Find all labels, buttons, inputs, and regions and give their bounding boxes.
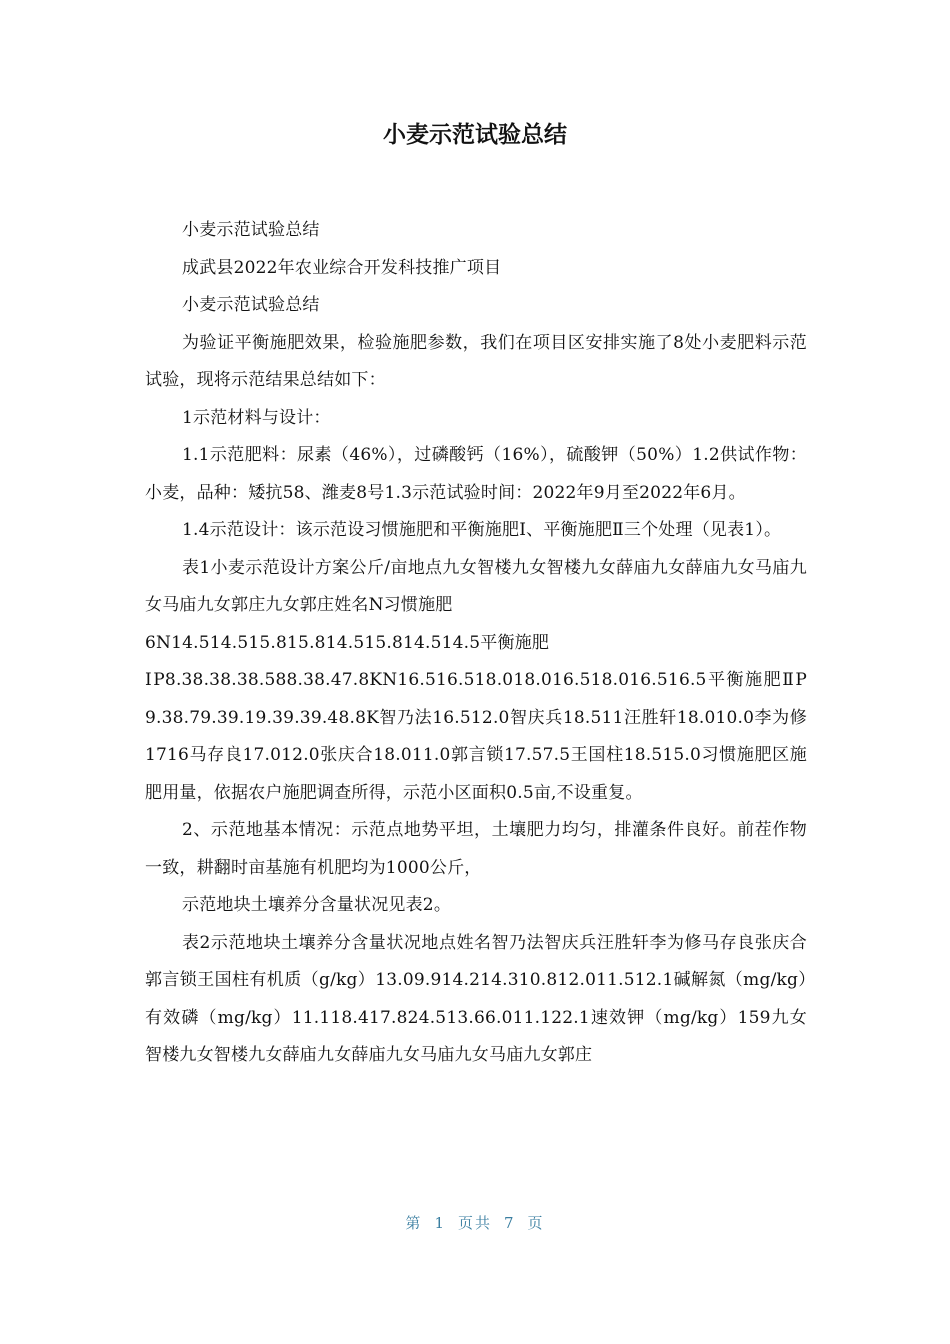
paragraph: 表2示范地块土壤养分含量状况地点姓名智乃法智庆兵汪胜轩李为修马存良张庆合郭言锁王国柱有机质（g/kg）13.09.914.214.310.812.011.512.1碱解氮（mg/kg）有效磷（mg/kg）11.118.417.824.513.66.011.122.1速效钾（mg/kg）159九女智楼九女智楼九女薛庙九女薛庙九女马庙九女马庙九女郭庄 [145,932,807,1065]
paragraph: ⅠP8.38.38.38.588.38.47.8KN16.516.518.018.016.518.016.516.5平衡施肥ⅡP9.38.79.39.19.39.39.48.8K智乃法16.512.0智庆兵18.511汪胜轩18.010.0李为修1716马存良17.012.0张庆合18.011.0郭言锁17.57.5王国柱18.515.0习惯施肥区施肥用量，依据农户施肥调查所得，示范小区面积0.5亩,不设重复。 [145,670,807,803]
paragraph: 1.4示范设计：该示范设习惯施肥和平衡施肥Ⅰ、平衡施肥Ⅱ三个处理（见表1）。 [182,520,782,540]
footer-suffix: 页 [527,1214,545,1232]
document-title: 小麦示范试验总结 [383,122,567,148]
document-body [145,212,807,1075]
page-footer [0,1212,950,1233]
paragraph: 表1小麦示范设计方案公斤/亩地点九女智楼九女智楼九女薛庙九女薛庙九女马庙九女马庙九女郭庄九女郭庄姓名N习惯施肥 [145,557,807,615]
paragraph: 1示范材料与设计： [182,407,331,428]
footer-middle: 页共 [457,1214,492,1232]
paragraph: 2、示范地基本情况：示范点地势平坦，土壤肥力均匀，排灌条件良好。前茬作物一致，耕翻时亩基施有机肥均为1000公斤， [145,820,807,878]
paragraph: 为验证平衡施肥效果，检验施肥参数，我们在项目区安排实施了8处小麦肥料示范试验，现将示范结果总结如下： [145,332,807,390]
paragraph: 小麦示范试验总结 [182,295,320,315]
paragraph: 6N14.514.515.815.814.515.814.514.5平衡施肥 [145,632,550,653]
paragraph: 示范地块土壤养分含量状况见表2。 [182,895,452,915]
footer-prefix: 第 [405,1214,423,1232]
paragraph: 1.1示范肥料：尿素（46%），过磷酸钙（16%），硫酸钾（50%）1.2供试作物：小麦，品种：矮抗58、潍麦8号1.3示范试验时间：2022年9月至2022年6月。 [145,445,807,503]
paragraph: 小麦示范试验总结 [182,220,320,240]
paragraph: 成武县2022年农业综合开发科技推广项目 [182,257,502,278]
footer-total-pages: 7 [504,1214,516,1232]
footer-page-number: 1 [434,1214,446,1232]
